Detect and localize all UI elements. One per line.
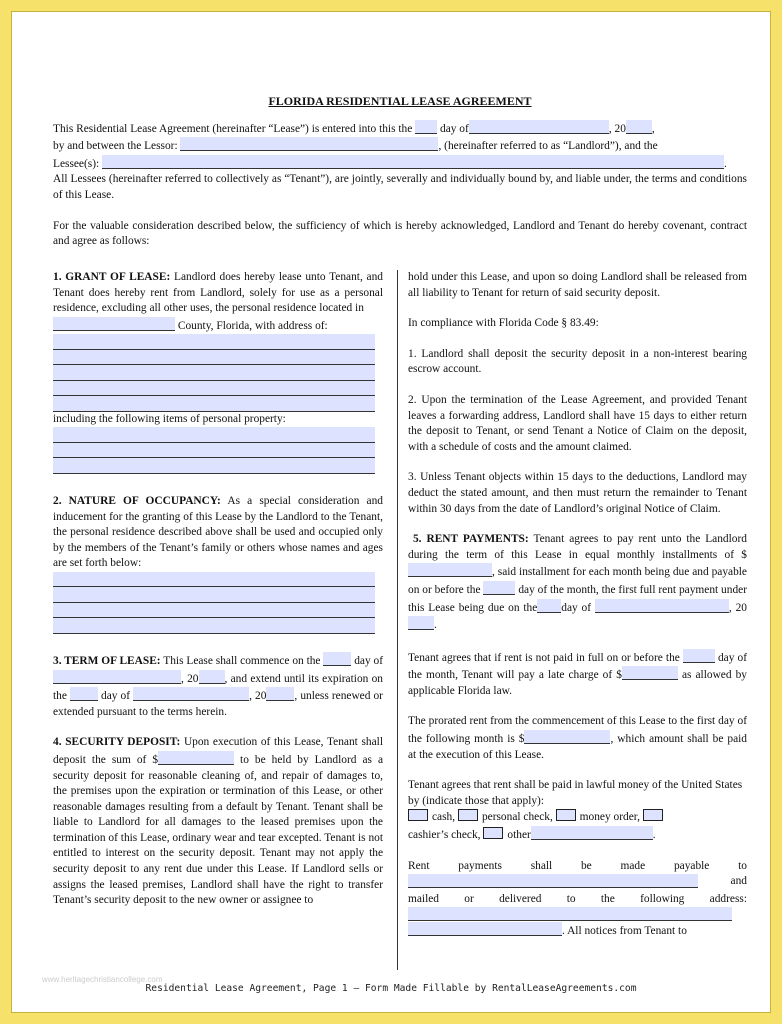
lessee-field[interactable] [102,155,724,169]
county-field[interactable] [53,317,175,331]
consideration-paragraph: For the valuable consideration described below, the sufficiency of which is hereby acknowledged, Landlord and Tenant do hereby covenant, contract and agree as follows: [53,219,747,248]
occupant-field-3[interactable] [53,603,375,619]
page-footer: Residential Lease Agreement, Page 1 – Form Made Fillable by RentalLeaseAgreements.com [145,983,637,994]
rent-amount-field[interactable] [408,563,492,577]
section-occupancy: 2. NATURE OF OCCUPANCY: As a special consideration and inducement for the granting of this Lease by the Landlord to the Tenant, the personal residence described above shall be used and occupied only by the members of the Tenant’s family or others whose names and ages are set forth below: [53,494,383,570]
late-day-field[interactable] [683,649,715,663]
compliance-item-2: 2. Upon the termination of the Lease Agreement, and provided Tenant leaves a forwarding address, Landlord shall have 15 days to either return the deposit to Tenant, or send Tenant a Notice of Claim on the deposit, with a schedule of costs and the amount claimed. [408,393,747,453]
first-rent-day-field[interactable] [537,599,561,613]
end-year-field[interactable] [266,687,294,701]
late-charge-field[interactable] [622,666,678,680]
intro-line-1: This Residential Lease Agreement (hereinafter “Lease”) is entered into this the day of , 20 , [53,120,747,138]
document-body [53,94,747,938]
payment-address-field-1[interactable] [408,907,732,921]
document-page [11,11,771,1013]
end-month-field[interactable] [133,687,249,701]
mailed-text: mailed or delivered to the following address: [408,892,747,905]
first-rent-year-field[interactable] [408,616,434,630]
section-term: 3. TERM OF LEASE: This Lease shall commence on the day of , 20 , and extend until its expiration on the day of , 20 , unless renewed or extended pursuant to the terms herein. [53,652,383,720]
payment-method-text: Tenant agrees that rent shall be paid in lawful money of the United States by (indicate those that apply): [408,779,743,807]
personal-property-field-3[interactable] [53,458,375,474]
address-field-3[interactable] [53,365,375,381]
left-column: 1. GRANT OF LEASE: Landlord does hereby lease unto Tenant, and Tenant does hereby rent from Landlord, solely for use as a personal residence, excluding all other uses, the personal residence located in County, Florida, with address of: including the following items of personal property: 2. NATURE OF OCCUPANCY: As a special consideration and inducement for the granting of this Lease by the Landlord to the Tenant, the personal residence described above shall be used and occupied only by the members of the Tenant’s family or others whose names and ages are set forth below: 3. TERM OF LEASE: This Lease shall commence on the day of , 20 , and extend until its expiration on the day of , 20 , unless renewed or extended pursuant to the terms herein. 4. SECURITY DEPOSIT: Upon execution of this Lease, Tenant shall deposit the sum of $ to be held by Landlord as a security deposit for reasonable cleaning of, and repair of damages to, the premises upon the expiration or termination of this Lease, or other reasonable damages resulting from a default by Tenant. Tenant shall be liable to Landlord for all damages to the leased premises upon the termination of this Lease, ordinary wear and tear excepted. Tenant is not entitled to interest on the security deposit. Tenant may not apply the security deposit to any rent due under this Lease. If Landlord sells or assigns the leased premises, Landlord shall have the right to transfer Tenant’s security deposit to the new owner or assignee to [53,270,383,909]
money-order-checkbox[interactable] [556,809,576,821]
intro-line-3: Lessee(s): . [53,155,747,173]
watermark: www.heritagechristiancollege.com [42,975,163,984]
occupant-field-2[interactable] [53,587,375,603]
compliance-item-1: 1. Landlord shall deposit the security deposit in a non-interest bearing escrow account. [408,347,747,376]
section-security: 4. SECURITY DEPOSIT: Upon execution of this Lease, Tenant shall deposit the sum of $ to be held by Landlord as a security deposit for reasonable cleaning of, and repair of damages to, the premises upon the expiration or termination of this Lease, or other reasonable damages resulting from a default by Tenant. Tenant shall be liable to Landlord for all damages to the leased premises upon the termination of this Lease, ordinary wear and tear excepted. Tenant is not entitled to interest on the security deposit. Tenant may not apply the security deposit to any rent due under this Lease. If Landlord sells or assigns the leased premises, Landlord shall have the right to transfer Tenant’s security deposit to the new owner or assignee to [53,736,383,907]
payable-text: Rent payments shall be made payable to [408,859,747,872]
personal-check-checkbox[interactable] [458,809,478,821]
compliance-text: In compliance with Florida Code § 83.49: [408,317,599,330]
section-grant: 1. GRANT OF LEASE: Landlord does hereby lease unto Tenant, and Tenant does hereby rent from Landlord, solely for use as a personal residence, excluding all other uses, the personal residence located in [53,271,384,315]
personal-property-label: including the following items of personal property: [53,412,286,425]
payment-address-field-2[interactable] [408,922,562,936]
year-field[interactable] [626,120,652,134]
address-field-1[interactable] [53,334,375,350]
address-field-2[interactable] [53,350,375,366]
prorated-rent-text: The prorated rent from the commencement of this Lease to the first day of the following month is $ , which amount shall be paid at the execution of this Lease. [408,715,747,761]
other-payment-field[interactable] [531,826,653,840]
personal-property-field-1[interactable] [53,427,375,443]
late-charge-text: Tenant agrees that if rent is not paid in full on or before the day of the month, Tenant will pay a late charge of $ as allowed by applicable Florida law. [408,649,747,700]
security-continued: hold under this Lease, and upon so doing Landlord shall be released from all liability to Tenant for return of said security deposit. [408,271,747,299]
start-year-field[interactable] [199,670,225,684]
document-title: FLORIDA RESIDENTIAL LEASE AGREEMENT [268,94,532,108]
other-checkbox[interactable] [483,827,503,839]
prorated-rent-field[interactable] [524,730,610,744]
first-rent-month-field[interactable] [595,599,729,613]
column-divider [397,270,398,970]
start-month-field[interactable] [53,670,181,684]
payment-methods: cash, personal check, money order, [408,809,747,826]
lessor-field[interactable] [180,137,438,151]
occupant-field-4[interactable] [53,618,375,634]
month-field[interactable] [469,120,609,134]
occupant-field-1[interactable] [53,572,375,588]
security-deposit-field[interactable] [158,751,234,765]
address-field-4[interactable] [53,381,375,397]
right-column: hold under this Lease, and upon so doing Landlord shall be released from all liability to Tenant for return of said security deposit. In compliance with Florida Code § 83.49: 1. Landlord shall deposit the security deposit in a non-interest bearing escrow account. 2. Upon the termination of the Lease Agreement, and provided Tenant leaves a forwarding address, Landlord shall have 15 days to either return the deposit to Tenant, or send Tenant a Notice of Claim on the deposit, with a schedule of costs and the amount claimed. 3. Unless Tenant objects within 15 days to the deductions, Landlord may deduct the stated amount, and then must return the remainder to Tenant within 30 days from the date of Landlord’s original Notice of Claim. 5. RENT PAYMENTS: Tenant agrees to pay rent unto the Landlord during the term of this Lease in equal monthly installments of $, said installment for each month being due and payable on or before the day of the month, the first full rent payment under this Lease being due on the day of , 20. Tenant agrees that if rent is not paid in full on or before the day of the month, Tenant will pay a late charge of $ as allowed by applicable Florida law. The prorated rent from the commencement of this Lease to the first day of the following month is $ , which amount shall be paid at the execution of this Lease. Tenant agrees that rent shall be paid in lawful money of the United States by (indicate those that apply): cash, personal check, money order, cashier’s check, other . Rent payments shall be made payable to and mailed or delivered to the following address: . All notices from Tenant to [408,271,747,938]
day-field[interactable] [415,120,437,134]
cashiers-check-checkbox[interactable] [643,809,663,821]
intro-line-2: by and between the Lessor: , (hereinafter referred to as “Landlord”), and the [53,137,747,155]
compliance-item-3: 3. Unless Tenant objects within 15 days to the deductions, Landlord may deduct the stated amount, and then must return the remainder to Tenant within 30 days from the date of Landlord’s original Notice of Claim. [408,471,747,515]
rent-due-day-field[interactable] [483,581,515,595]
two-column-body [53,270,747,978]
payee-field[interactable] [408,874,698,888]
end-day-field[interactable] [70,687,98,701]
address-field-5[interactable] [53,396,375,412]
start-day-field[interactable] [323,652,351,666]
intro-line-4: All Lessees (hereinafter referred to collectively as “Tenant”), are jointly, severally and individually bound by, and liable under, the terms and conditions of this Lease. [53,173,747,201]
section-rent: 5. RENT PAYMENTS: Tenant agrees to pay rent unto the Landlord during the term of this Lease in equal monthly installments of $, said installment for each month being due and payable on or before the day of the month, the first full rent payment under this Lease being due on the day of , 20. [408,533,747,632]
personal-property-field-2[interactable] [53,443,375,459]
cash-checkbox[interactable] [408,809,428,821]
